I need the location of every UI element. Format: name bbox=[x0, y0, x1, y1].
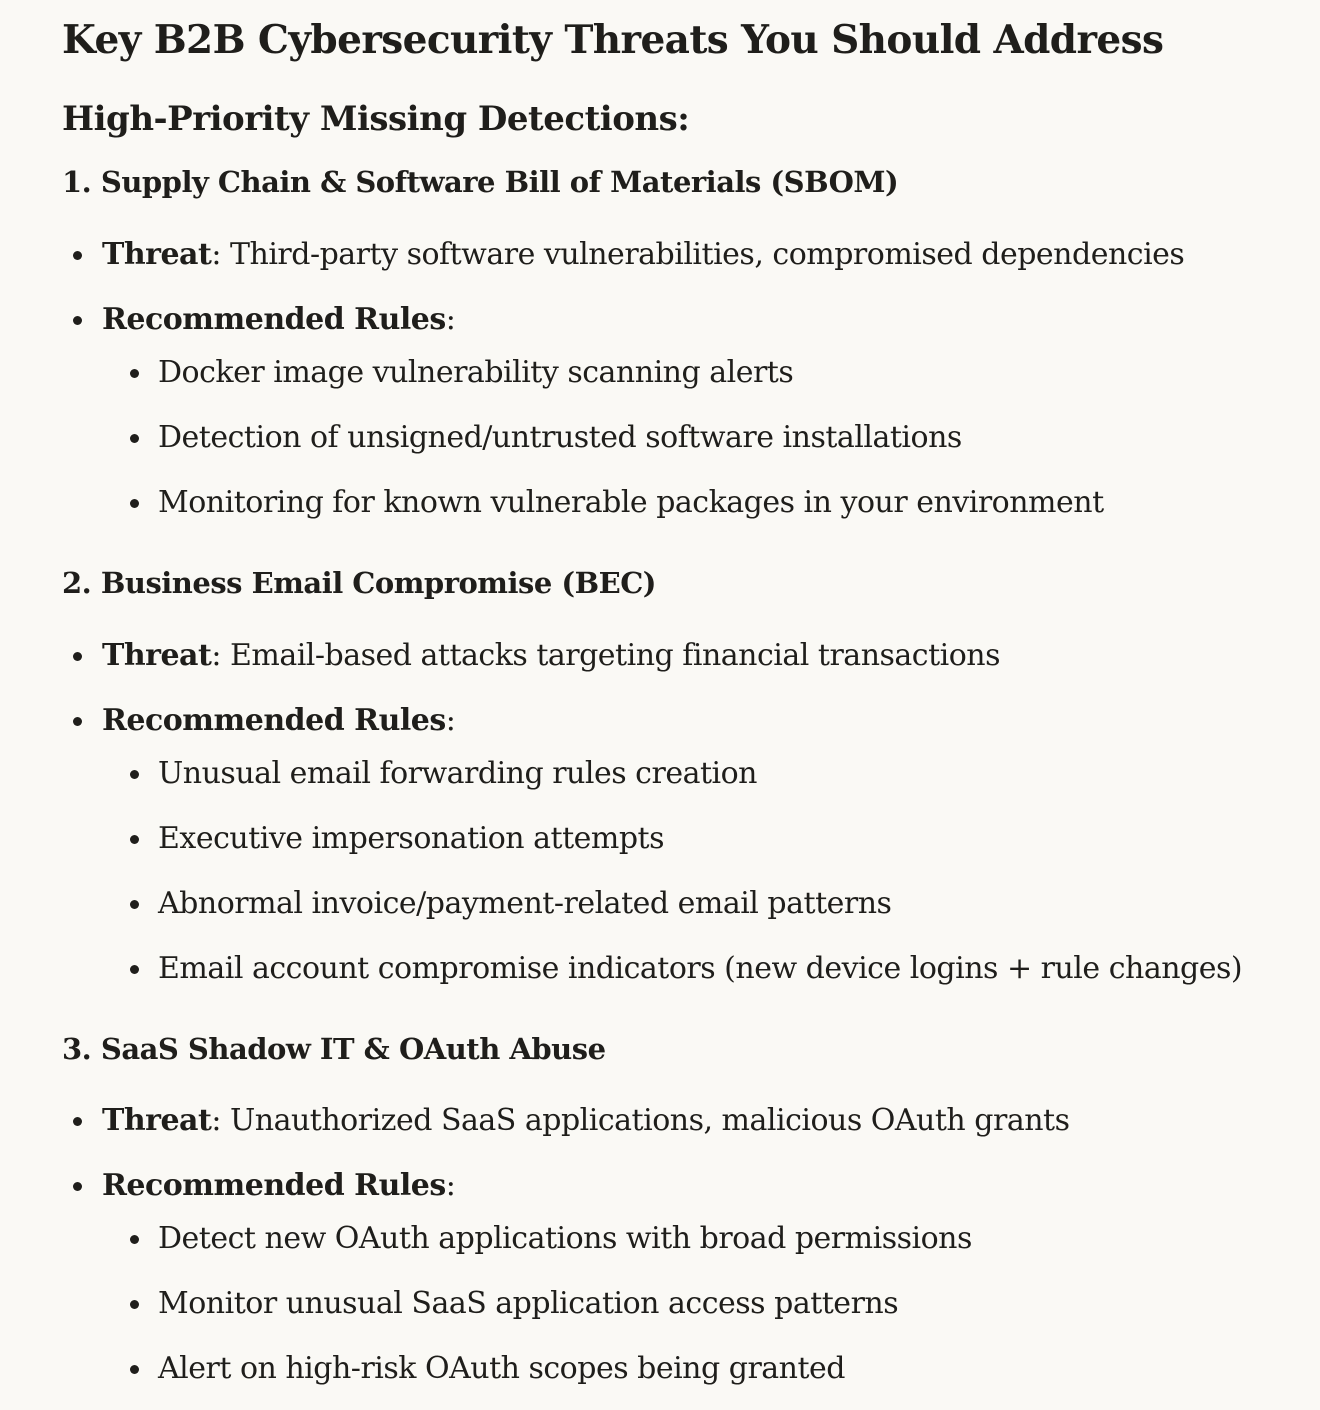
recommended-rules-item: Recommended Rules: bbox=[102, 302, 456, 337]
bullet-icon bbox=[130, 434, 139, 443]
bullet-icon bbox=[73, 1182, 82, 1191]
bullet-icon bbox=[73, 251, 82, 260]
bullet-icon bbox=[73, 1117, 82, 1126]
rule-item: Abnormal invoice/payment-related email patterns bbox=[158, 886, 892, 921]
threat-text: Email-based attacks targeting financial transactions bbox=[229, 638, 1001, 673]
threat-label: Threat bbox=[102, 237, 212, 272]
rule-item: Monitor unusual SaaS application access patterns bbox=[158, 1286, 899, 1321]
rule-item: Docker image vulnerability scanning alerts bbox=[158, 355, 794, 390]
bullet-icon bbox=[130, 965, 139, 974]
section-heading-saas: 3. SaaS Shadow IT & OAuth Abuse bbox=[62, 1032, 606, 1066]
rule-item: Unusual email forwarding rules creation bbox=[158, 756, 758, 791]
section-heading-supply-chain: 1. Supply Chain & Software Bill of Materials (SBOM) bbox=[62, 165, 899, 199]
rule-item: Executive impersonation attempts bbox=[158, 821, 665, 856]
threat-text: Third-party software vulnerabilities, compromised dependencies bbox=[229, 237, 1185, 272]
section-subtitle: High-Priority Missing Detections: bbox=[62, 99, 690, 139]
rule-item: Detect new OAuth applications with broad permissions bbox=[158, 1221, 972, 1256]
page-title: Key B2B Cybersecurity Threats You Should Address bbox=[62, 17, 1164, 63]
threat-text: Unauthorized SaaS applications, malicious OAuth grants bbox=[229, 1103, 1070, 1138]
rules-label: Recommended Rules bbox=[102, 1168, 446, 1203]
recommended-rules-item: Recommended Rules: bbox=[102, 703, 456, 738]
recommended-rules-item: Recommended Rules: bbox=[102, 1168, 456, 1203]
rule-item: Monitoring for known vulnerable packages in your environment bbox=[158, 485, 1104, 520]
bullet-icon bbox=[130, 1235, 139, 1244]
bullet-icon bbox=[73, 717, 82, 726]
bullet-icon bbox=[130, 835, 139, 844]
bullet-icon bbox=[130, 900, 139, 909]
bullet-icon bbox=[73, 652, 82, 661]
rule-item: Detection of unsigned/untrusted software installations bbox=[158, 420, 962, 455]
bullet-icon bbox=[130, 1365, 139, 1374]
bullet-icon bbox=[130, 1300, 139, 1309]
rule-item: Email account compromise indicators (new device logins + rule changes) bbox=[158, 951, 1243, 986]
rules-label: Recommended Rules bbox=[102, 703, 446, 738]
section-heading-bec: 2. Business Email Compromise (BEC) bbox=[62, 566, 657, 600]
threat-item: Threat: Email-based attacks targeting financial transactions bbox=[102, 638, 1001, 673]
threat-label: Threat bbox=[102, 1103, 212, 1138]
bullet-icon bbox=[130, 369, 139, 378]
threat-item: Threat: Third-party software vulnerabilities, compromised dependencies bbox=[102, 237, 1185, 272]
bullet-icon bbox=[73, 316, 82, 325]
rules-label: Recommended Rules bbox=[102, 302, 446, 337]
bullet-icon bbox=[130, 499, 139, 508]
threat-label: Threat bbox=[102, 638, 212, 673]
bullet-icon bbox=[130, 770, 139, 779]
rule-item: Alert on high-risk OAuth scopes being granted bbox=[158, 1351, 846, 1386]
threat-item: Threat: Unauthorized SaaS applications, malicious OAuth grants bbox=[102, 1103, 1070, 1138]
